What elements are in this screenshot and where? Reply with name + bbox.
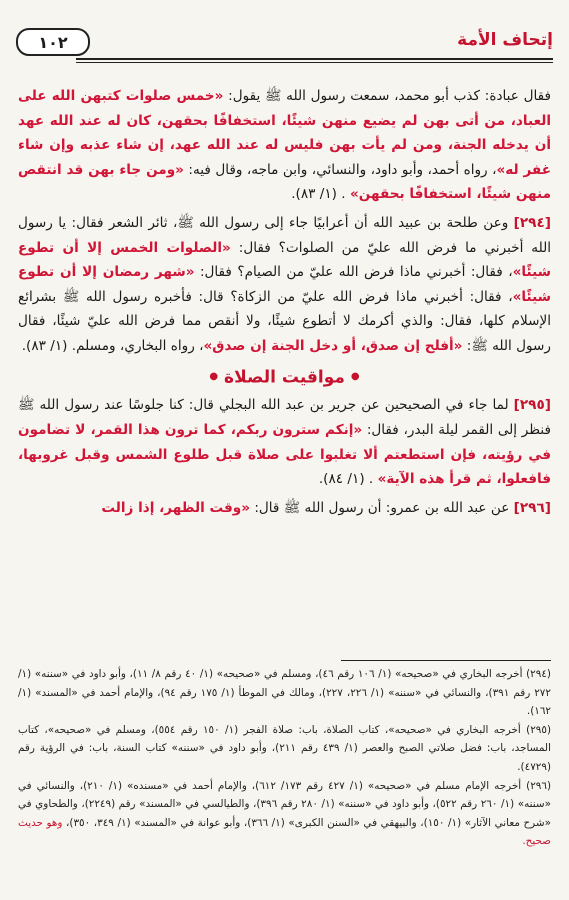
footnote-296 [18, 777, 551, 851]
footnotes [18, 660, 551, 851]
grading-note: وهو حديث صحيح. [18, 816, 551, 848]
reference: . (١/ ٨٤). [318, 471, 378, 488]
hadith-number: [٢٩٥] [513, 397, 551, 414]
paragraph-294 [18, 211, 551, 359]
hadith-quote: «ومن جاء بهن قد انتقص منهن شيئًا، استخفافًا بحقهن» [18, 161, 551, 203]
narration-text: عن عبد الله بن عمرو: أن رسول الله ﷺ قال: [250, 499, 514, 516]
hadith-quote: «شهر رمضان إلا أن تطوع شيئًا» [18, 264, 551, 305]
page-header [16, 28, 553, 68]
section-heading [18, 365, 551, 390]
narration-text: ، رواه أحمد، وأبو داود، والنسائي، وابن ماجه، وقال فيه: [183, 161, 497, 178]
narration-text: فقال عبادة: كذب أبو محمد، سمعت رسول الله ﷺ يقول: [223, 88, 551, 104]
header-rule-thin [76, 62, 553, 63]
paragraph-295 [18, 393, 551, 491]
hadith-quote: «خمس صلوات كتبهن الله على العباد، من أتى بهن لم يضيع منهن شيئًا، استخفافًا بحقهن، كان له عند الله عهد أن يدخله الجنة، ومن لم يأت بهن فليس له عند الله عهد، إن شاء عذبه وإن شاء غفر له» [18, 88, 551, 178]
footnote-294: (٢٩٤) أخرجه البخاري في «صحيحه» (١/ ١٠٦ رقم ٤٦)، ومسلم في «صحيحه» (١/ ٤٠ رقم ٨/ ١١)، وأبو داود في «سننه» (١/ ٢٧٢ رقم ٣٩١)، والنسائي في «سننه» (١/ ٢٢٦، ٢٢٧)، ومالك في الموطأ (١/ ١٧٥ رقم ٩٤)، والإمام أحمد في «المسند» (١/ ١٦٢). [18, 668, 551, 718]
header-rule [76, 58, 553, 60]
narration-text: ، فقال: أخبرني ماذا فرض الله عليّ من الصيام؟ فقال: [194, 264, 513, 281]
bullet-icon: ● [350, 370, 360, 382]
running-title: إتحاف الأمة [457, 30, 553, 50]
hadith-number: [٢٩٦] [513, 499, 551, 516]
hadith-number: [٢٩٤] [513, 214, 551, 231]
paragraph-293-continued [18, 84, 551, 207]
narration-text: لما جاء في الصحيحين عن جرير بن عبد الله البجلي قال: كنا جلوسًا عند رسول الله ﷺ فنظر إلى القمر ليلة البدر، فقال: [18, 397, 552, 439]
main-text [18, 84, 551, 524]
hadith-quote: «إنكم سترون ربكم، كما ترون هذا القمر، لا تضامون في رؤيته، فإن استطعتم ألا تغلبوا على صلاة قبل طلوع الشمس وقبل غروبها، فافعلوا، ثم قرأ هذه الآية» [18, 422, 551, 488]
hadith-quote: «الصلوات الخمس إلا أن تطوع شيئًا» [18, 239, 551, 281]
narration-text: ، رواه البخاري، ومسلم. (١/ ٨٣). [21, 337, 204, 354]
page-number: ١٠٢ [16, 28, 90, 56]
footnote-295: (٢٩٥) أخرجه البخاري في «صحيحه»، كتاب الصلاة، باب: صلاة الفجر (١/ ١٥٠ رقم ٥٥٤)، ومسلم في «صحيحه»، كتاب المساجد، باب: فضل صلاتي الصبح والعصر (١/ ٤٣٩ رقم ٢١١)، وأبو داود في «سننه» كتاب السنة، باب: في الرؤية رقم (٤٧٢٩). [18, 723, 551, 773]
narration-text: ، فقال: أخبرني ماذا فرض الله عليّ من الزكاة؟ قال: فأخبره رسول الله ﷺ بشرائع الإسلام كلها، فقال: والذي أكرمك لا أتطوع شيئًا، ولا أنقص مما فرض الله عليّ شيئًا، فقال رسول الله ﷺ: [18, 288, 551, 354]
footnote-text: (٢٩٦) أخرجه الإمام مسلم في «صحيحه» (١/ ٤٢٧ رقم ١٧٣/ ٦١٢)، والإمام أحمد في «مسنده» (١/ ٢١٠)، والنسائي في «سننه» (١/ ٢٦٠ رقم ٥٢٢)، وأبو داود في «سننه» (١/ ٢٨٠ رقم ٣٩٦)، والطيالسي في «المسند» رقم (٢٢٤٩)، والطحاوي في «شرح معاني الآثار» (١/ ١٥٠)، والبيهقي في «السنن الكبرى» (١/ ٣٦٦)، وأبو عوانة في «المسند» (١/ ٣٤٩، ٣٥٠)، [18, 779, 551, 829]
paragraph-296 [18, 496, 551, 521]
footnote-rule [341, 660, 551, 661]
bullet-icon: ● [209, 370, 219, 382]
narration-text: وعن طلحة بن عبيد الله أن أعرابيًا جاء إلى رسول الله ﷺ، ثائر الشعر فقال: يا رسول الله أخبرني ما فرض الله عليّ من الصلوات؟ فقال: [18, 214, 551, 256]
section-title: مواقيت الصلاة [224, 366, 345, 387]
reference: . (١/ ٨٣). [291, 186, 350, 203]
hadith-quote: «أفلح إن صدق، أو دخل الجنة إن صدق» [203, 337, 463, 354]
hadith-quote: «وقت الظهر، إذا زالت [101, 499, 251, 516]
